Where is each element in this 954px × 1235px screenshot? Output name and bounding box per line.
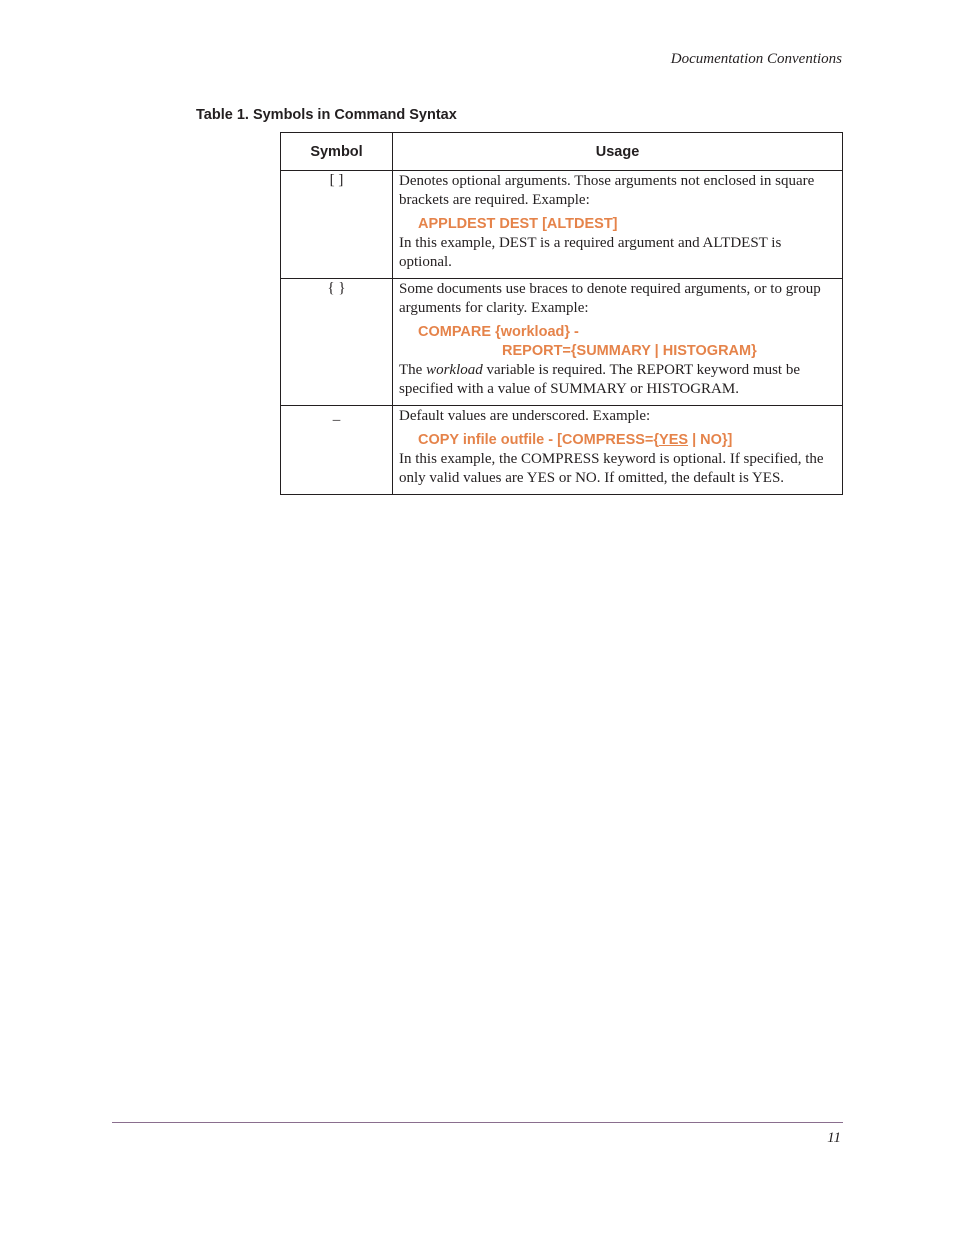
code-example: [418, 431, 837, 450]
usage-intro: Default values are underscored. Example:: [399, 408, 651, 424]
usage-note: In this example, the COMPRESS keyword is optional. If specified, the only valid values are YES or NO. If omitted, the default is YES.: [399, 451, 824, 486]
symbols-table: [280, 132, 843, 495]
table-row: [281, 279, 843, 406]
table-caption: Table 1. Symbols in Command Syntax: [196, 107, 457, 123]
usage-note: In this example, DEST is a required argument and ALTDEST is optional.: [399, 235, 782, 270]
note-suffix: variable is required. The REPORT keyword must be specified with a value of SUMMARY or HISTOGRAM.: [399, 362, 800, 397]
usage-note: [399, 361, 837, 399]
running-head: Documentation Conventions: [670, 51, 842, 67]
header-symbol: Symbol: [281, 133, 393, 171]
table-row: [281, 171, 843, 279]
usage-cell: [393, 171, 843, 279]
usage-intro: Denotes optional arguments. Those arguments not enclosed in square brackets are required. Example:: [399, 173, 815, 208]
usage-cell: [393, 279, 843, 406]
table-header-row: [281, 133, 843, 171]
header-usage: Usage: [393, 133, 843, 171]
footer-rule: [112, 1122, 843, 1123]
symbol-cell: _: [281, 406, 393, 495]
code-example-line-1: COMPARE {workload} -: [418, 324, 579, 340]
note-prefix: The: [399, 362, 427, 378]
code-default-value: YES: [659, 432, 689, 448]
symbol-cell: [ ]: [281, 171, 393, 279]
symbol-cell: { }: [281, 279, 393, 406]
code-after: | NO}]: [688, 432, 733, 448]
code-example-line-2: REPORT={SUMMARY | HISTOGRAM}: [502, 343, 757, 359]
code-example: APPLDEST DEST [ALTDEST]: [418, 216, 618, 232]
usage-intro: Some documents use braces to denote required arguments, or to group arguments for clarity. Example:: [399, 281, 821, 316]
page-number: 11: [827, 1130, 841, 1146]
code-before: COPY infile outfile - [COMPRESS={: [418, 432, 660, 448]
table-row: [281, 406, 843, 495]
usage-cell: [393, 406, 843, 495]
note-variable: workload: [426, 362, 483, 378]
